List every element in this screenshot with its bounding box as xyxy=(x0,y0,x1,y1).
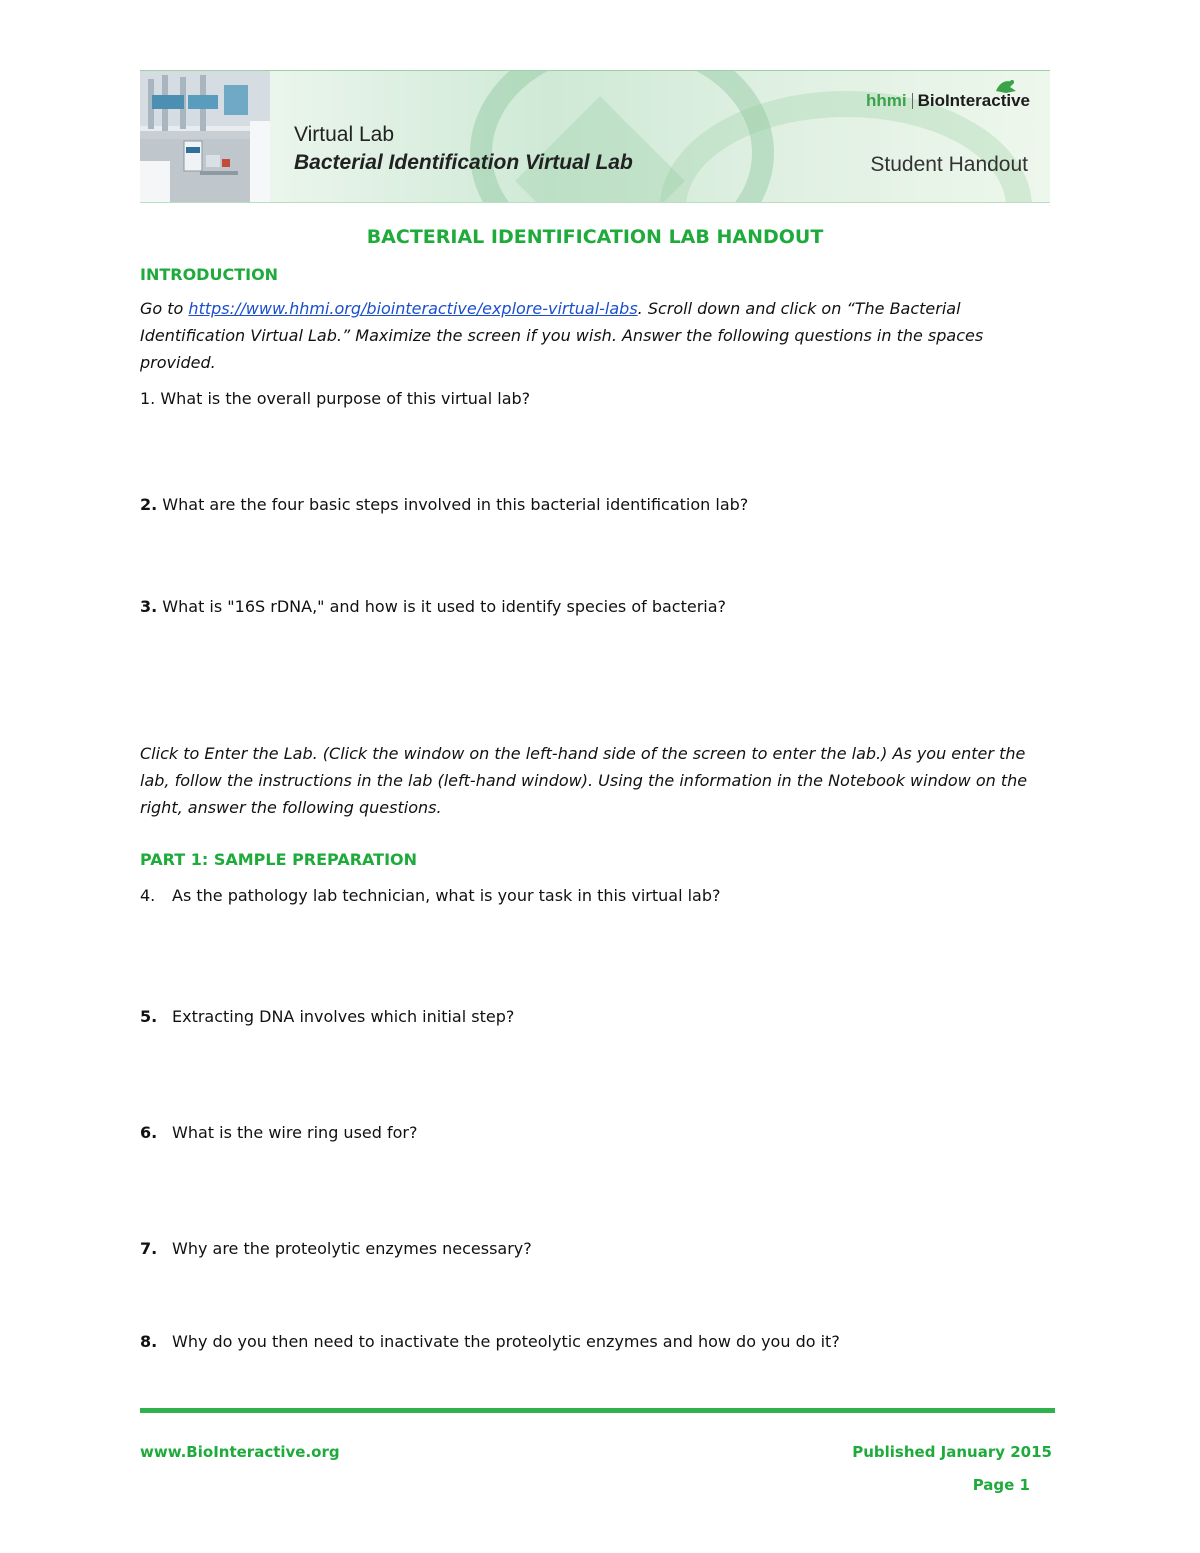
virtual-labs-link[interactable]: https://www.hhmi.org/biointeractive/explore-virtual-labs xyxy=(188,299,638,318)
question-text: Extracting DNA involves which initial step? xyxy=(172,1007,515,1026)
question-number: 7. xyxy=(140,1239,158,1258)
footer-page-number: Page 1 xyxy=(972,1476,1030,1494)
header-banner xyxy=(140,70,1050,203)
question-number: 2. xyxy=(140,495,158,514)
question-7 xyxy=(140,1239,532,1258)
introduction-heading: INTRODUCTION xyxy=(140,265,279,284)
part1-heading: PART 1: SAMPLE PREPARATION xyxy=(140,850,418,869)
question-text: As the pathology lab technician, what is your task in this virtual lab? xyxy=(172,886,721,905)
question-6 xyxy=(140,1123,417,1142)
lab-photo xyxy=(140,71,270,202)
introduction-instructions xyxy=(140,295,1055,376)
question-number: 3. xyxy=(140,597,158,616)
question-text: Why are the proteolytic enzymes necessary? xyxy=(172,1239,532,1258)
hhmi-biointeractive-logo xyxy=(866,91,1030,111)
footer-divider xyxy=(140,1408,1055,1413)
question-text: Why do you then need to inactivate the proteolytic enzymes and how do you do it? xyxy=(172,1332,840,1351)
question-1 xyxy=(140,389,530,408)
lab-name: Bacterial Identification Virtual Lab xyxy=(294,151,633,174)
question-3 xyxy=(140,597,726,616)
question-4 xyxy=(140,886,721,905)
footer-website: www.BioInteractive.org xyxy=(140,1443,340,1461)
question-text: What are the four basic steps involved in this bacterial identification lab? xyxy=(157,495,749,514)
question-5 xyxy=(140,1007,514,1026)
virtual-lab-label: Virtual Lab xyxy=(294,123,395,146)
logo-divider xyxy=(912,93,913,109)
question-number: 5. xyxy=(140,1007,158,1026)
question-number: 4. xyxy=(140,886,156,905)
document-title: BACTERIAL IDENTIFICATION LAB HANDOUT xyxy=(366,226,824,248)
question-8 xyxy=(140,1332,840,1351)
logo-biointeractive-text: BioInteractive xyxy=(917,91,1030,110)
instruction-prefix: Go to xyxy=(140,299,189,318)
question-text: What is the overall purpose of this virtual lab? xyxy=(155,389,531,408)
question-number: 8. xyxy=(140,1332,158,1351)
handout-type: Student Handout xyxy=(870,153,1028,176)
logo-hhmi-text: hhmi xyxy=(865,91,907,110)
question-2 xyxy=(140,495,748,514)
question-text: What is "16S rDNA," and how is it used to identify species of bacteria? xyxy=(157,597,727,616)
question-text: What is the wire ring used for? xyxy=(172,1123,418,1142)
question-number: 1. xyxy=(140,389,156,408)
enter-lab-instructions: Click to Enter the Lab. (Click the window on the left-hand side of the screen to enter the lab.) As you enter the lab, follow the instructions in the lab (left-hand window). Using the information in the Notebook window on the right, answer the following questions. xyxy=(140,744,1028,817)
question-number: 6. xyxy=(140,1123,158,1142)
instruction-suffix: . Scroll down and click on “The Bacterial Identification Virtual Lab.” Maximize the screen if you wish. Answer the following questions in the spaces provided. xyxy=(140,299,984,372)
footer-published-date: Published January 2015 xyxy=(852,1443,1052,1461)
